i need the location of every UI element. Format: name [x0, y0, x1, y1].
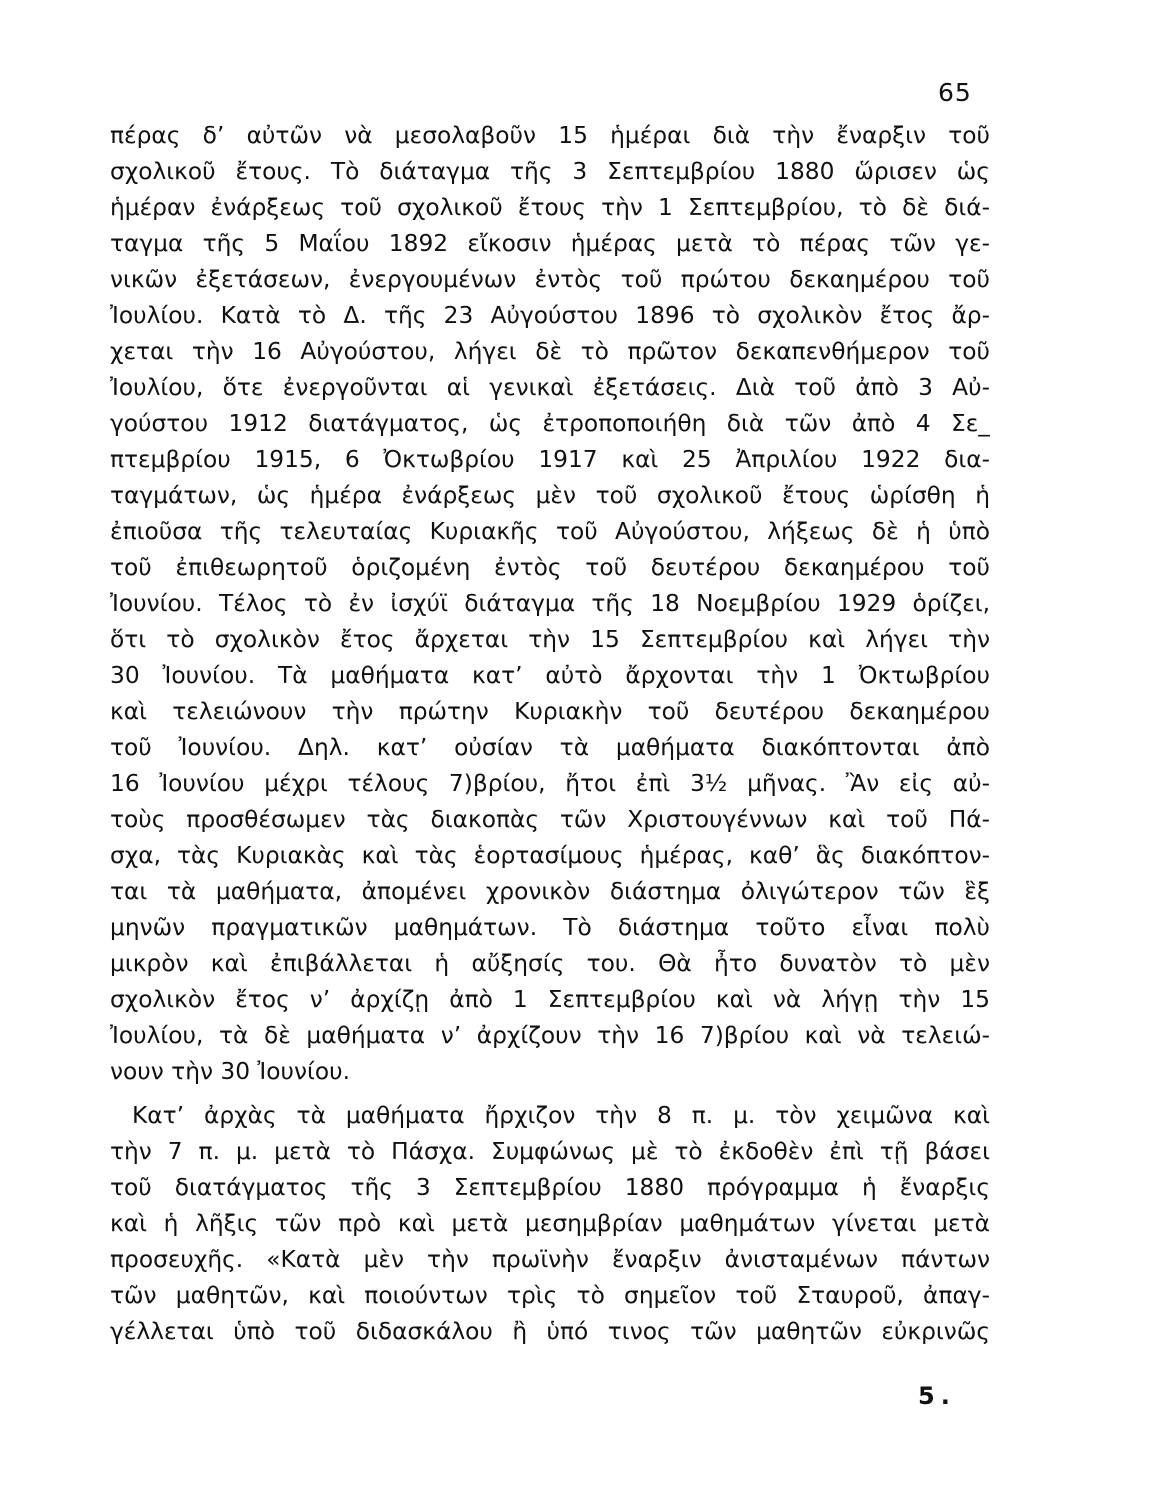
paragraph-2 [110, 1098, 990, 1350]
text-line: τοὺς προσθέσωμεν τὰς διακοπὰς τῶν Χριστουγέννων καὶ τοῦ Πά- [110, 806, 990, 833]
text-line: γούστου 1912 διατάγματος, ὡς ἐτροποποιήθη διὰ τῶν ἀπὸ 4 Σε_ [110, 410, 990, 437]
text-line: τοῦ Ἰουνίου. Δηλ. κατ’ οὐσίαν τὰ μαθήματα διακόπτονται ἀπὸ [110, 734, 990, 761]
signature-mark: 5. [918, 1382, 956, 1410]
text-line: Ἰουνίου. Τέλος τὸ ἐν ἰσχύϊ διάταγμα τῆς 18 Νοεμβρίου 1929 ὁρίζει, [110, 590, 990, 617]
text-line: τὴν 7 π. μ. μετὰ τὸ Πάσχα. Συμφώνως μὲ τὸ ἐκδοθὲν ἐπὶ τῇ βάσει [110, 1138, 990, 1165]
text-line: γέλλεται ὑπὸ τοῦ διδασκάλου ἢ ὑπό τινος τῶν μαθητῶν εὐκρινῶς [110, 1318, 990, 1345]
text-line: τῶν μαθητῶν, καὶ ποιούντων τρὶς τὸ σημεῖον τοῦ Σταυροῦ, ἀπαγ- [110, 1282, 990, 1309]
text-line: ται τὰ μαθήματα, ἀπομένει χρονικὸν διάστημα ὀλιγώτερον τῶν ἓξ [110, 878, 990, 905]
page-number: 65 [938, 78, 972, 107]
text-line: νικῶν ἐξετάσεων, ἐνεργουμένων ἐντὸς τοῦ πρώτου δεκαημέρου τοῦ [110, 266, 990, 293]
text-line: τοῦ διατάγματος τῆς 3 Σεπτεμβρίου 1880 πρόγραμμα ἡ ἔναρξις [110, 1174, 990, 1201]
text-line: 30 Ἰουνίου. Τὰ μαθήματα κατ’ αὐτὸ ἄρχονται τὴν 1 Ὀκτωβρίου [110, 662, 990, 689]
text-line: 16 Ἰουνίου μέχρι τέλους 7)βρίου, ἤτοι ἐπὶ 3½ μῆνας. Ἂν εἰς αὐ- [110, 770, 990, 797]
text-line: καὶ ἡ λῆξις τῶν πρὸ καὶ μετὰ μεσημβρίαν μαθημάτων γίνεται μετὰ [110, 1210, 990, 1237]
text-line: Ἰουλίου, τὰ δὲ μαθήματα ν’ ἀρχίζουν τὴν 16 7)βρίου καὶ νὰ τελειώ- [110, 1022, 990, 1049]
paragraph-1 [110, 118, 990, 1090]
text-line: Κατ’ ἀρχὰς τὰ μαθήματα ἤρχιζον τὴν 8 π. μ. τὸν χειμῶνα καὶ [132, 1102, 990, 1129]
text-line: πέρας δ’ αὐτῶν νὰ μεσολαβοῦν 15 ἡμέραι διὰ τὴν ἔναρξιν τοῦ [110, 122, 990, 149]
text-line: πτεμβρίου 1915, 6 Ὀκτωβρίου 1917 καὶ 25 Ἀπριλίου 1922 δια- [110, 446, 990, 473]
text-line: ὅτι τὸ σχολικὸν ἔτος ἄρχεται τὴν 15 Σεπτεμβρίου καὶ λήγει τὴν [110, 626, 990, 653]
text-line: σχολικὸν ἔτος ν’ ἀρχίζῃ ἀπὸ 1 Σεπτεμβρίου καὶ νὰ λήγῃ τὴν 15 [110, 986, 990, 1013]
text-line: ταγμα τῆς 5 Μαΐου 1892 εἴκοσιν ἡμέρας μετὰ τὸ πέρας τῶν γε- [110, 230, 990, 257]
text-line: προσευχῆς. «Κατὰ μὲν τὴν πρωϊνὴν ἔναρξιν ἀνισταμένων πάντων [110, 1246, 990, 1273]
text-line: ἡμέραν ἐνάρξεως τοῦ σχολικοῦ ἔτους τὴν 1 Σεπτεμβρίου, τὸ δὲ διά- [110, 194, 990, 221]
text-line: τοῦ ἐπιθεωρητοῦ ὁριζομένη ἐντὸς τοῦ δευτέρου δεκαημέρου τοῦ [110, 554, 990, 581]
text-line: ταγμάτων, ὡς ἡμέρα ἐνάρξεως μὲν τοῦ σχολικοῦ ἔτους ὡρίσθη ἡ [110, 482, 990, 509]
text-line: σχολικοῦ ἔτους. Τὸ διάταγμα τῆς 3 Σεπτεμβρίου 1880 ὥρισεν ὡς [110, 158, 990, 185]
text-line: ἐπιοῦσα τῆς τελευταίας Κυριακῆς τοῦ Αὐγούστου, λήξεως δὲ ἡ ὑπὸ [110, 518, 990, 545]
text-line: μηνῶν πραγματικῶν μαθημάτων. Τὸ διάστημα τοῦτο εἶναι πολὺ [110, 914, 990, 941]
paragraph-gap [110, 1090, 990, 1098]
text-line: μικρὸν καὶ ἐπιβάλλεται ἡ αὔξησίς του. Θὰ ἦτο δυνατὸν τὸ μὲν [110, 950, 990, 977]
body-text [110, 118, 990, 1350]
text-line: χεται τὴν 16 Αὐγούστου, λήγει δὲ τὸ πρῶτον δεκαπενθήμερον τοῦ [110, 338, 990, 365]
text-line: σχα, τὰς Κυριακὰς καὶ τὰς ἑορτασίμους ἡμέρας, καθ’ ἃς διακόπτον- [110, 842, 990, 869]
text-line: καὶ τελειώνουν τὴν πρώτην Κυριακὴν τοῦ δευτέρου δεκαημέρου [110, 698, 990, 725]
text-line: Ἰουλίου, ὅτε ἐνεργοῦνται αἱ γενικαὶ ἐξετάσεις. Διὰ τοῦ ἀπὸ 3 Αὐ- [110, 374, 990, 401]
text-line: Ἰουλίου. Κατὰ τὸ Δ. τῆς 23 Αὐγούστου 1896 τὸ σχολικὸν ἔτος ἄρ- [110, 302, 990, 329]
text-line: νουν τὴν 30 Ἰουνίου. [110, 1058, 351, 1085]
